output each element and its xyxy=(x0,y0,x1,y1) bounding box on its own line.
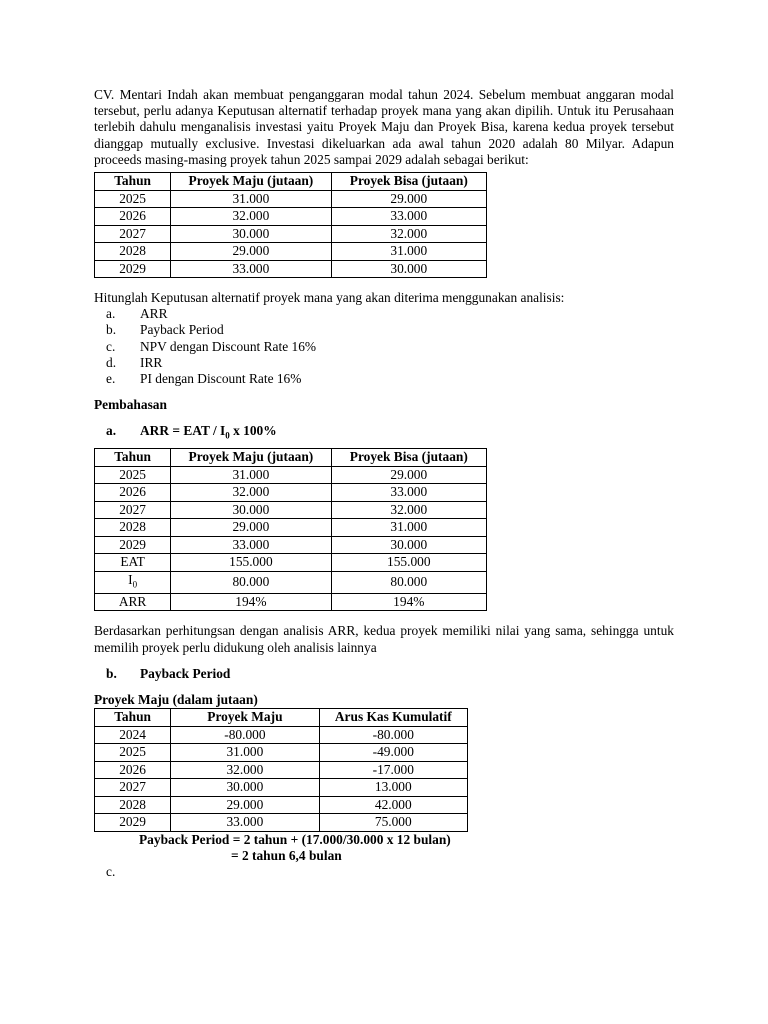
table-row xyxy=(95,744,468,762)
table-cell: 31.000 xyxy=(171,744,319,762)
table-cell: 33.000 xyxy=(171,536,331,554)
table-cell: 30.000 xyxy=(331,536,486,554)
document-page xyxy=(94,87,674,880)
section-b-title: Payback Period xyxy=(140,665,231,681)
arr-table xyxy=(94,448,487,611)
list-item xyxy=(94,322,674,338)
table-row xyxy=(95,796,468,814)
table-cell: 29.000 xyxy=(171,519,331,537)
table-cell: 33.000 xyxy=(171,814,319,832)
table-row xyxy=(95,519,487,537)
list-item xyxy=(94,339,674,355)
column-header: Tahun xyxy=(95,173,171,191)
table-cell: 32.000 xyxy=(331,501,486,519)
column-header: Proyek Bisa (jutaan) xyxy=(331,173,486,191)
table-row xyxy=(95,466,487,484)
section-a-title: ARR = EAT / $I_0$ x 100% xyxy=(140,423,277,442)
table-row xyxy=(95,554,487,572)
table-cell: 33.000 xyxy=(331,208,486,226)
table-cell: 30.000 xyxy=(171,779,319,797)
table-row xyxy=(95,190,487,208)
payback-table xyxy=(94,708,468,832)
table-cell: 2025 xyxy=(95,190,171,208)
column-header: Proyek Maju (jutaan) xyxy=(171,449,331,467)
option-letter: d. xyxy=(106,354,117,370)
table-cell: 29.000 xyxy=(171,243,331,261)
column-header: Proyek Maju (jutaan) xyxy=(171,173,331,191)
arr-conclusion: Berdasarkan perhitungsan dengan analisis ARR, kedua proyek memiliki nilai yang sama, sehingga untuk memilih proyek perlu didukung oleh analisis lainnya xyxy=(94,623,674,655)
column-header: Proyek Maju xyxy=(171,709,319,727)
table-cell: ARR xyxy=(95,593,171,611)
option-letter: c. xyxy=(106,338,116,354)
table-cell: -80.000 xyxy=(171,726,319,744)
option-text: ARR xyxy=(140,306,168,322)
table-cell: 2026 xyxy=(95,484,171,502)
table-header-row xyxy=(95,709,468,727)
table-row xyxy=(95,225,487,243)
option-letter: b. xyxy=(106,322,117,338)
table-cell: EAT xyxy=(95,554,171,572)
table-cell: 2027 xyxy=(95,225,171,243)
table-cell: 2027 xyxy=(95,501,171,519)
table-cell: 2028 xyxy=(95,519,171,537)
table-cell: 2029 xyxy=(95,814,171,832)
table-cell: 42.000 xyxy=(319,796,467,814)
table-row xyxy=(95,571,487,593)
table-row xyxy=(95,260,487,278)
i0-subscript: 0 xyxy=(132,579,138,590)
table-cell: -80.000 xyxy=(319,726,467,744)
table-cell: 30.000 xyxy=(171,225,331,243)
option-letter: a. xyxy=(106,306,116,322)
analysis-options-list xyxy=(94,306,674,387)
table-cell: 2028 xyxy=(95,796,171,814)
table-cell: 29.000 xyxy=(331,190,486,208)
table-cell: -49.000 xyxy=(319,744,467,762)
table-cell: 80.000 xyxy=(171,571,331,593)
list-item xyxy=(94,371,674,387)
table-cell: 2029 xyxy=(95,260,171,278)
pembahasan-heading: Pembahasan xyxy=(94,397,167,413)
payback-result: = 2 tahun 6,4 bulan xyxy=(231,848,342,863)
table-cell: 2028 xyxy=(95,243,171,261)
table-cell: 31.000 xyxy=(331,519,486,537)
table-cell: 32.000 xyxy=(331,225,486,243)
table-cell: 13.000 xyxy=(319,779,467,797)
table-cell xyxy=(95,571,171,593)
table-cell: 31.000 xyxy=(331,243,486,261)
table-cell: 32.000 xyxy=(171,484,331,502)
table-cell: 155.000 xyxy=(171,554,331,572)
table-cell: 29.000 xyxy=(171,796,319,814)
table-row xyxy=(95,726,468,744)
table-row xyxy=(95,484,487,502)
column-header: Arus Kas Kumulatif xyxy=(319,709,467,727)
table-row xyxy=(95,779,468,797)
table-cell: 30.000 xyxy=(171,501,331,519)
section-a-heading xyxy=(94,423,674,444)
list-item xyxy=(94,355,674,371)
table-cell: 2025 xyxy=(95,744,171,762)
table-row xyxy=(95,243,487,261)
table-cell: -17.000 xyxy=(319,761,467,779)
section-c-letter: c. xyxy=(106,864,116,880)
table-cell: 2026 xyxy=(95,208,171,226)
section-letter: a. xyxy=(106,423,117,439)
table-cell: 80.000 xyxy=(331,571,486,593)
option-text: Payback Period xyxy=(140,322,224,338)
table-cell: 33.000 xyxy=(331,484,486,502)
table-cell: 32.000 xyxy=(171,761,319,779)
option-text: PI dengan Discount Rate 16% xyxy=(140,371,302,387)
table-cell: 2026 xyxy=(95,761,171,779)
table-row xyxy=(95,501,487,519)
table-cell: 194% xyxy=(331,593,486,611)
list-item xyxy=(94,306,674,322)
question-text: Hitunglah Keputusan alternatif proyek mana yang akan diterima menggunakan analisis: xyxy=(94,290,565,306)
option-text: IRR xyxy=(140,354,163,370)
table-cell: 75.000 xyxy=(319,814,467,832)
section-b-heading xyxy=(94,666,674,682)
table-header-row xyxy=(95,449,487,467)
table-cell: 2029 xyxy=(95,536,171,554)
column-header: Tahun xyxy=(95,449,171,467)
column-header: Tahun xyxy=(95,709,171,727)
table-cell: 194% xyxy=(171,593,331,611)
table-row xyxy=(95,208,487,226)
table-row xyxy=(95,536,487,554)
table-cell: 31.000 xyxy=(171,190,331,208)
table-cell: 30.000 xyxy=(331,260,486,278)
table3-title: Proyek Maju (dalam jutaan) xyxy=(94,692,258,708)
table-row xyxy=(95,761,468,779)
table-cell: 29.000 xyxy=(331,466,486,484)
table-cell: 33.000 xyxy=(171,260,331,278)
table-cell: 155.000 xyxy=(331,554,486,572)
table-cell: 32.000 xyxy=(171,208,331,226)
section-letter: b. xyxy=(106,665,117,681)
table-cell: 31.000 xyxy=(171,466,331,484)
table-header-row xyxy=(95,173,487,191)
table-cell: 2025 xyxy=(95,466,171,484)
table-cell: 2027 xyxy=(95,779,171,797)
i0-label: I xyxy=(128,571,133,587)
table-cell: 2024 xyxy=(95,726,171,744)
option-text: NPV dengan Discount Rate 16% xyxy=(140,338,317,354)
intro-paragraph: CV. Mentari Indah akan membuat penganggaran modal tahun 2024. Sebelum membuat anggaran modal tersebut, perlu adanya Keputusan alternatif terhadap proyek mana yang akan dipilih. Untuk itu Perusahaan terlebih dahulu menganalisis investasi yaitu Proyek Maju dan Proyek Bisa, karena kedua proyek tersebut dianggap mutually exclusive. Investasi dikeluarkan ada awal tahun 2020 adalah 80 Milyar. Adapun proceeds masing-masing proyek tahun 2025 sampai 2029 adalah sebagai berikut: xyxy=(94,87,674,167)
column-header: Proyek Bisa (jutaan) xyxy=(331,449,486,467)
table-row xyxy=(95,593,487,611)
table-row xyxy=(95,814,468,832)
proceeds-table xyxy=(94,172,487,278)
payback-formula: Payback Period = 2 tahun + (17.000/30.000 x 12 bulan) xyxy=(139,831,451,847)
option-letter: e. xyxy=(106,371,116,387)
